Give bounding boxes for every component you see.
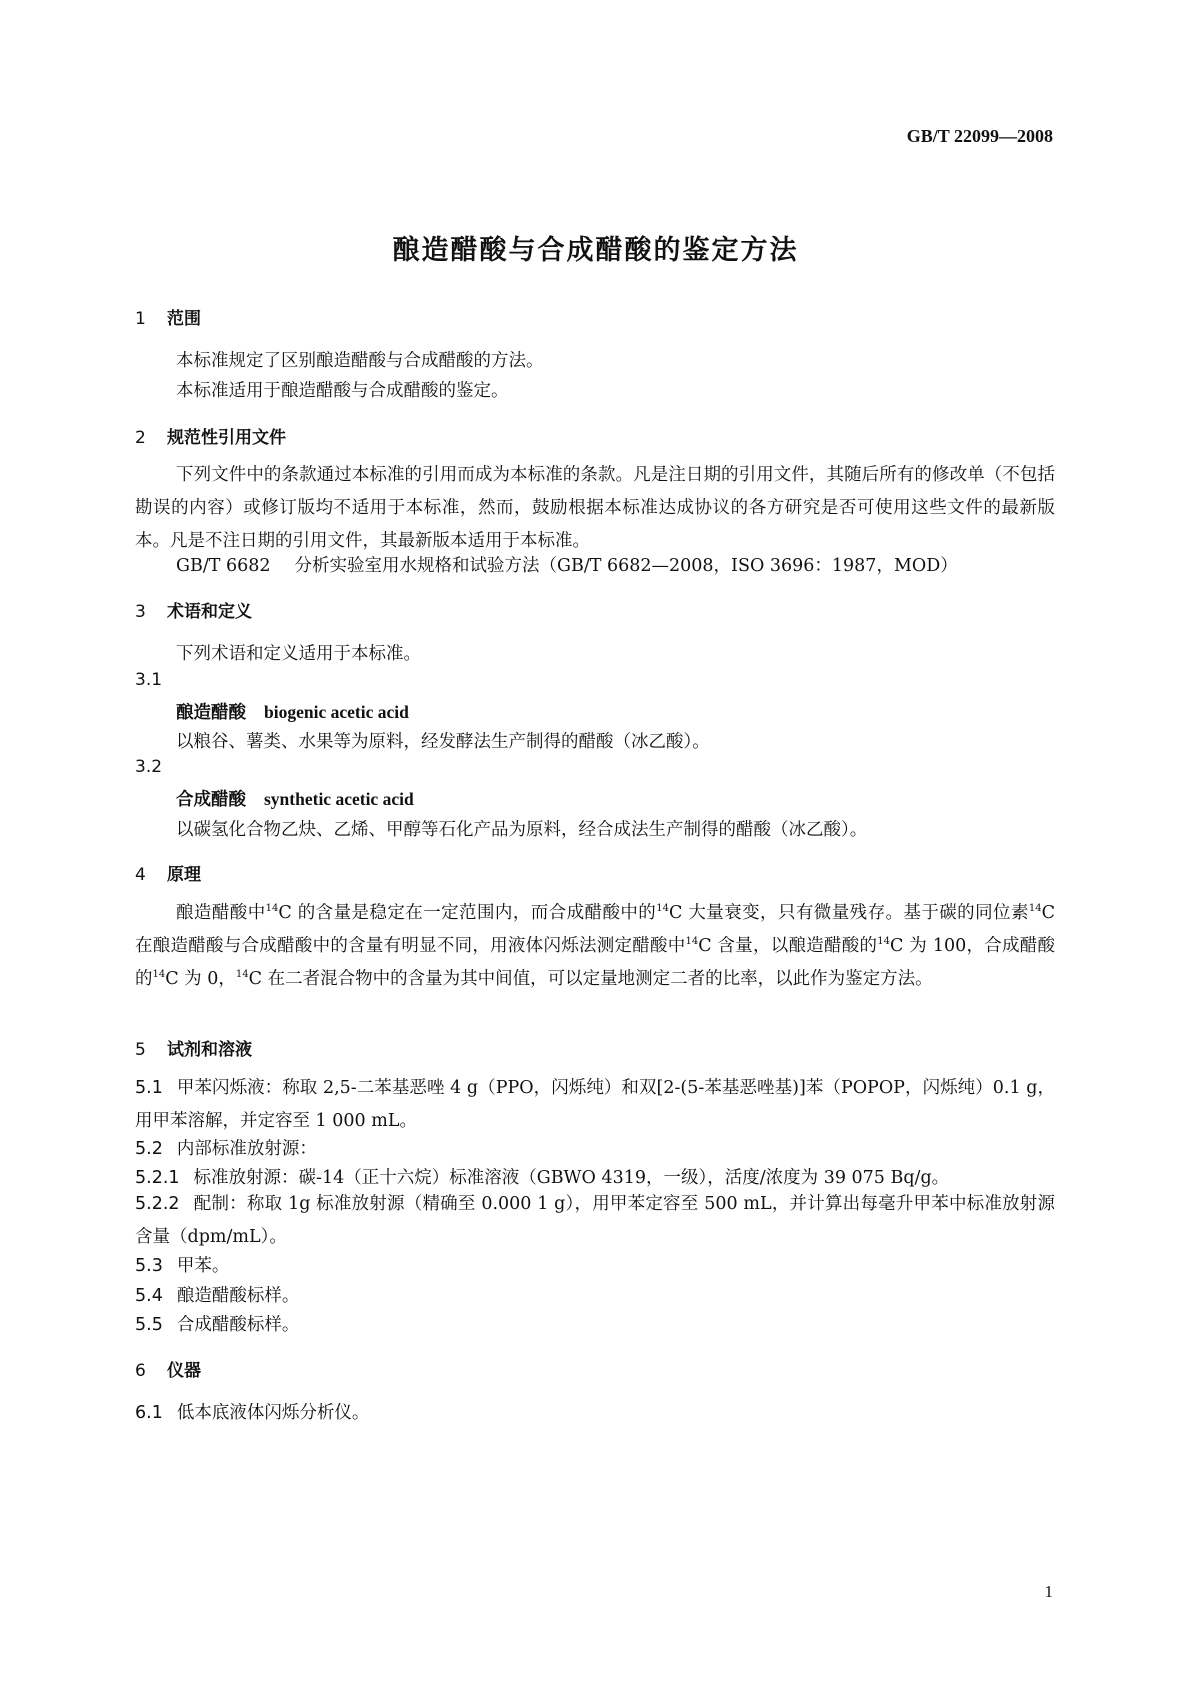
- section-2-heading: [135, 423, 286, 448]
- item-number: 5.2.1: [135, 1168, 180, 1188]
- instrument-6-1: [135, 1399, 369, 1424]
- reagent-5-1: [135, 1072, 1055, 1138]
- item-number: 5.4: [135, 1286, 163, 1306]
- term-en: synthetic acetic acid: [264, 789, 414, 809]
- section-3-heading: [135, 597, 252, 622]
- reagent-5-2-1: [135, 1164, 949, 1189]
- isotope-superscript: 14: [877, 936, 891, 947]
- isotope-superscript: 14: [656, 903, 669, 914]
- document-title: 酿造醋酸与合成醋酸的鉴定方法: [392, 235, 799, 266]
- section-title: 原理: [167, 865, 201, 885]
- reagent-5-4: [135, 1282, 299, 1307]
- reagent-5-2: [135, 1135, 317, 1160]
- item-number: 5.1: [135, 1078, 163, 1098]
- isotope-superscript: 14: [265, 903, 279, 914]
- text-run: C 大量衰变，只有微量残存。基于碳的同位素: [668, 903, 1029, 923]
- text-run: C 为 0，: [165, 969, 236, 989]
- section-title: 范围: [167, 309, 201, 329]
- item-text: 配制：称取 1g 标准放射源（精确至 0.000 1 g），用甲苯定容至 500 mL，并计算出每毫升甲苯中标准放射源含量（dpm/mL）。: [135, 1194, 1055, 1247]
- section-title: 术语和定义: [167, 602, 252, 622]
- item-text: 酿造醋酸标样。: [176, 1286, 300, 1306]
- section-number: 2: [135, 428, 146, 448]
- section-5-heading: [135, 1035, 252, 1060]
- page-number: 1: [1044, 1582, 1053, 1601]
- scope-paragraph-1: 本标准规定了区别酿造醋酸与合成醋酸的方法。: [176, 351, 544, 371]
- section-number: 3: [135, 602, 146, 622]
- term-en: biogenic acetic acid: [264, 702, 409, 722]
- section-number: 4: [135, 865, 146, 885]
- section-title: 规范性引用文件: [167, 428, 286, 448]
- text-run: C 含量，以酿造醋酸的: [698, 936, 878, 956]
- term-biogenic: [176, 699, 409, 724]
- text-run: C 在酿造醋酸与合成醋酸中的含量有明显不同，用液体闪烁法测定醋酸中: [135, 903, 1056, 956]
- item-text: 内部标准放射源：: [176, 1139, 317, 1159]
- term-number: 3.1: [135, 670, 163, 690]
- scope-paragraph-2: 本标准适用于酿造醋酸与合成醋酸的鉴定。: [176, 381, 509, 401]
- reference-entry: [176, 552, 958, 577]
- isotope-superscript: 14: [152, 969, 166, 980]
- principle-paragraph: [135, 897, 1055, 996]
- item-number: 5.3: [135, 1256, 163, 1276]
- term-zh: 酿造醋酸: [176, 703, 246, 723]
- item-text: 低本底液体闪烁分析仪。: [176, 1403, 370, 1423]
- text-run: C 为 100，合成醋酸的: [135, 936, 1056, 989]
- reference-title: 分析实验室用水规格和试验方法（GB/T 6682—2008，ISO 3696：1987，MOD）: [294, 556, 958, 576]
- term-definition: 以粮谷、薯类、水果等为原料，经发酵法生产制得的醋酸（冰乙酸）。: [176, 732, 710, 752]
- term-definition: 以碳氢化合物乙炔、乙烯、甲醇等石化产品为原料，经合成法生产制得的醋酸（冰乙酸）。: [176, 820, 868, 840]
- section-number: 5: [135, 1040, 146, 1060]
- section-number: 1: [135, 309, 146, 329]
- normative-references-paragraph: 下列文件中的条款通过本标准的引用而成为本标准的条款。凡是注日期的引用文件，其随后所有的修改单（不包括勘误的内容）或修订版均不适用于本标准，然而，鼓励根据本标准达成协议的各方研究是否可使用这些文件的最新版本。凡是不注日期的引用文件，其最新版本适用于本标准。: [135, 465, 1055, 551]
- isotope-superscript: 14: [1028, 903, 1042, 914]
- isotope-superscript: 14: [235, 969, 249, 980]
- text-run: 酿造醋酸中: [176, 903, 266, 923]
- item-number: 5.2: [135, 1139, 163, 1159]
- standard-code: GB/T 22099—2008: [906, 126, 1053, 146]
- section-1-heading: [135, 304, 201, 329]
- term-synthetic: [176, 786, 414, 811]
- term-zh: 合成醋酸: [176, 790, 246, 810]
- text-run: C 的含量是稳定在一定范围内，而合成醋酸中的: [278, 903, 657, 923]
- item-text: 标准放射源：碳-14（正十六烷）标准溶液（GBWO 4319，一级），活度/浓度为 39 075 Bq/g。: [193, 1168, 950, 1188]
- section-title: 试剂和溶液: [167, 1040, 252, 1060]
- item-number: 6.1: [135, 1403, 163, 1423]
- section-4-heading: [135, 860, 201, 885]
- item-number: 5.5: [135, 1315, 163, 1335]
- terms-intro: 下列术语和定义适用于本标准。: [176, 644, 421, 664]
- isotope-superscript: 14: [685, 936, 699, 947]
- section-6-heading: [135, 1356, 201, 1381]
- item-number: 5.2.2: [135, 1194, 180, 1214]
- reagent-5-3: [135, 1252, 229, 1277]
- reference-code: GB/T 6682: [176, 556, 271, 576]
- term-number: 3.2: [135, 757, 163, 777]
- item-text: 甲苯闪烁液：称取 2,5-二苯基恶唑 4 g（PPO，闪烁纯）和双[2-(5-苯基恶唑基)]苯（POPOP，闪烁纯）0.1 g，用甲苯溶解，并定容至 1 000 mL。: [135, 1078, 1055, 1131]
- reagent-5-2-2: [135, 1188, 1055, 1254]
- item-text: 甲苯。: [176, 1256, 230, 1276]
- section-number: 6: [135, 1361, 146, 1381]
- section-title: 仪器: [167, 1361, 201, 1381]
- item-text: 合成醋酸标样。: [176, 1315, 300, 1335]
- text-run: C 在二者混合物中的含量为其中间值，可以定量地测定二者的比率，以此作为鉴定方法。: [248, 969, 933, 989]
- reagent-5-5: [135, 1311, 299, 1336]
